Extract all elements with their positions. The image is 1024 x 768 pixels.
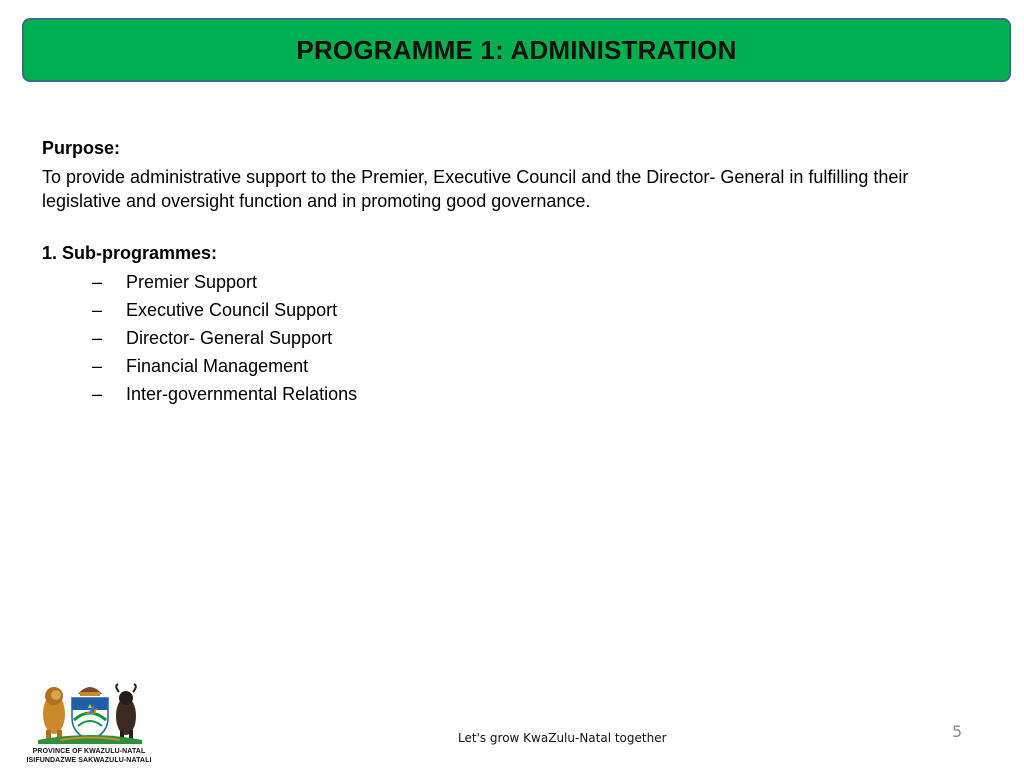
dash-bullet-icon: –	[92, 328, 103, 348]
purpose-text: To provide administrative support to the Premier, Executive Council and the Director- General in fulfilling their legislative and oversight function and in promoting good governance.	[42, 167, 909, 211]
footer-slogan: Let's grow KwaZulu-Natal together	[458, 731, 667, 745]
dash-bullet-icon: –	[92, 356, 103, 376]
subprogramme-label: Inter-governmental Relations	[126, 384, 358, 404]
dash-bullet-icon: –	[92, 272, 103, 292]
page-number: 5	[952, 722, 963, 741]
logo-caption-line2: ISIFUNDAZWE SAKWAZULU-NATALI	[26, 757, 152, 764]
list-item	[92, 324, 982, 352]
list-item	[92, 268, 982, 296]
list-item	[92, 352, 982, 380]
list-item	[92, 380, 982, 408]
list-item	[92, 296, 982, 324]
wildebeest-icon	[116, 684, 136, 740]
subprogramme-label: Director- General Support	[126, 328, 333, 348]
subprogrammes-heading: 1. Sub-programmes:	[42, 243, 218, 263]
subprogramme-label: Executive Council Support	[126, 300, 338, 320]
purpose-heading: Purpose:	[42, 138, 121, 158]
subprogramme-label: Financial Management	[126, 356, 309, 376]
slide-content	[42, 138, 982, 408]
title-banner	[22, 18, 1011, 82]
dash-bullet-icon: –	[92, 300, 103, 320]
logo-caption-line1: PROVINCE OF KWAZULU-NATAL	[32, 748, 146, 755]
coat-of-arms-icon	[8, 680, 170, 748]
dash-bullet-icon: –	[92, 384, 103, 404]
lion-icon	[43, 687, 65, 740]
provincial-coat-of-arms-logo	[8, 680, 170, 766]
slide-title: PROGRAMME 1: ADMINISTRATION	[296, 34, 737, 65]
subprogramme-label: Premier Support	[126, 272, 258, 292]
subprogrammes-list	[42, 268, 982, 408]
